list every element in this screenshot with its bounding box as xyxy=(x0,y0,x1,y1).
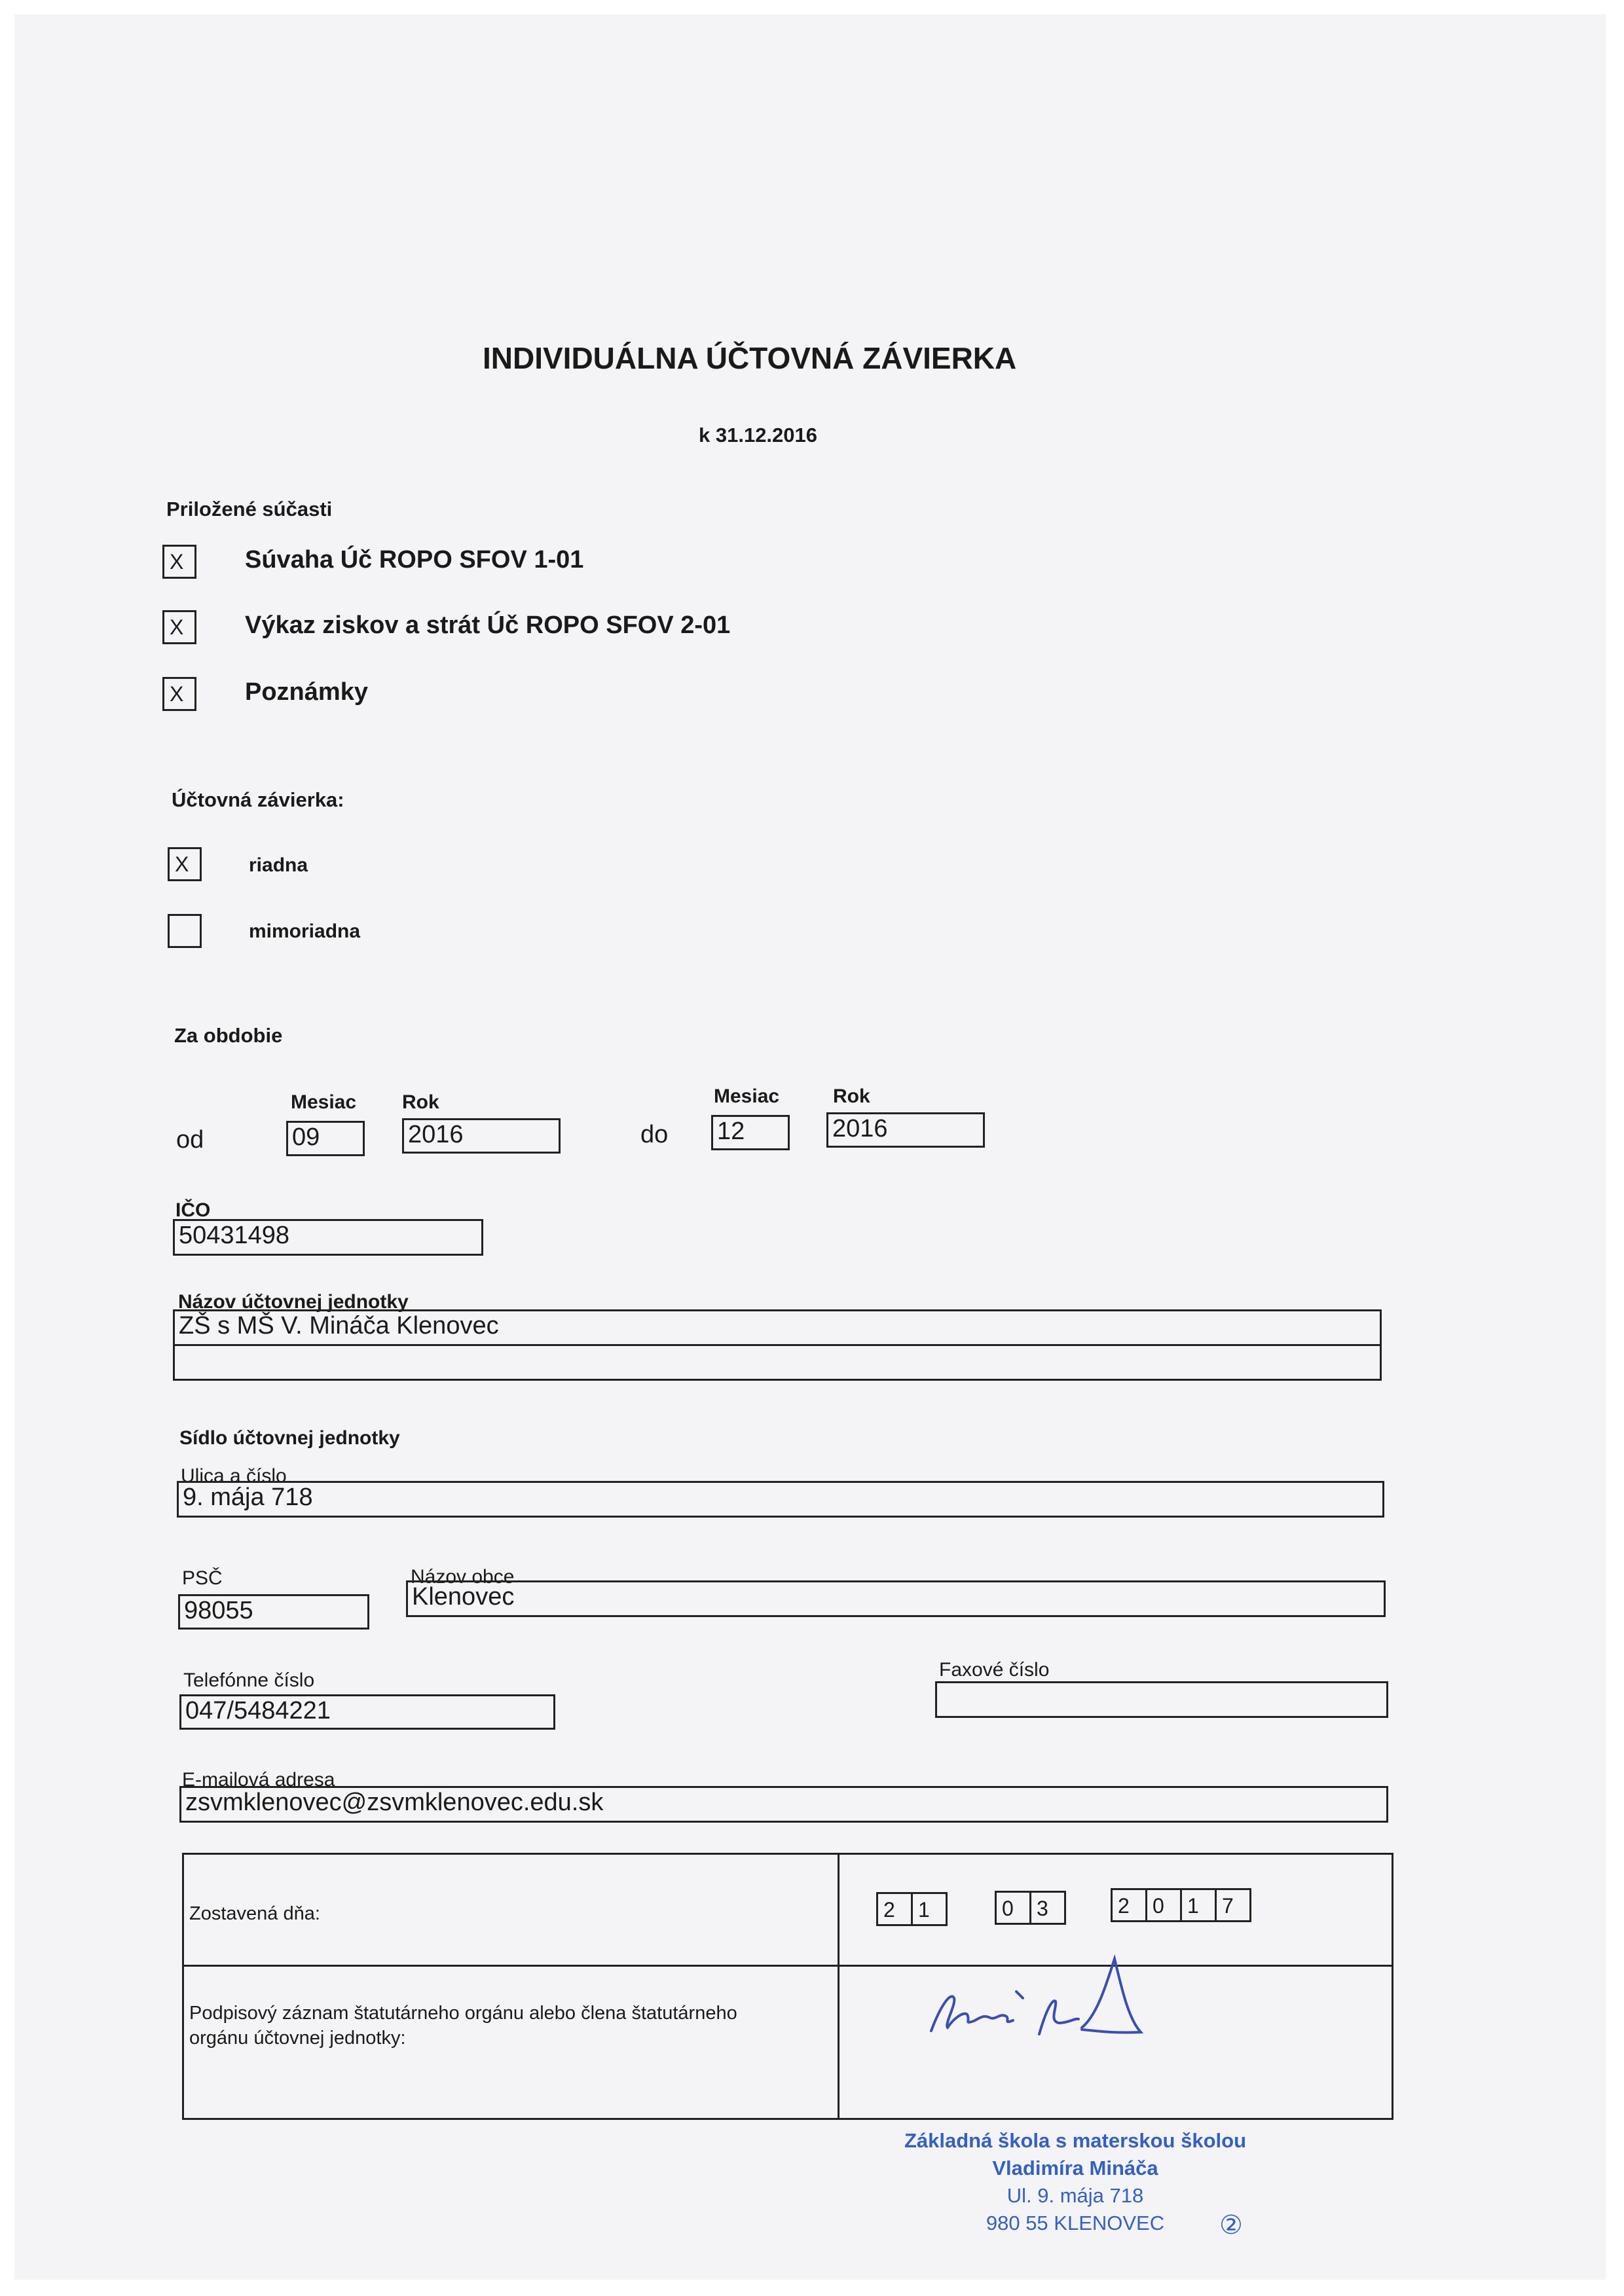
psc-field[interactable]: 98055 xyxy=(178,1594,369,1630)
to-month-field[interactable]: 12 xyxy=(711,1115,790,1150)
phone-field[interactable]: 047/5484221 xyxy=(179,1694,555,1730)
city-field[interactable]: Klenovec xyxy=(406,1580,1386,1617)
compiled-year-digit-3[interactable]: 1 xyxy=(1180,1888,1217,1922)
from-month-label: Mesiac xyxy=(291,1091,357,1113)
signature-label-line1: Podpisový záznam štatutárneho orgánu alebo člena štatutárneho xyxy=(189,2003,737,2024)
psc-label: PSČ xyxy=(182,1567,223,1589)
to-label: do xyxy=(640,1121,669,1148)
compiled-date-label: Zostavená dňa: xyxy=(189,1903,320,1924)
compiled-month-digit-2[interactable]: 3 xyxy=(1029,1891,1066,1925)
closing-type-label-extraordinary: mimoriadna xyxy=(249,920,361,942)
street-field[interactable]: 9. mája 718 xyxy=(177,1481,1384,1518)
email-label: E-mailová adresa xyxy=(182,1769,335,1791)
compiled-year-digit-4[interactable]: 7 xyxy=(1215,1888,1251,1922)
handwritten-signature xyxy=(918,1952,1180,2057)
fax-field[interactable] xyxy=(935,1681,1388,1718)
compiled-month-digit-1[interactable]: 0 xyxy=(995,1891,1031,1925)
period-heading: Za obdobie xyxy=(174,1024,283,1047)
entity-name-line2[interactable] xyxy=(173,1344,1382,1381)
school-stamp xyxy=(872,2129,1278,2235)
to-year-label: Rok xyxy=(833,1085,870,1107)
stamp-number: ② xyxy=(1219,2211,1243,2240)
stamp-line2: Vladimíra Mináča xyxy=(992,2157,1158,2179)
to-month-label: Mesiac xyxy=(714,1085,780,1107)
seat-heading: Sídlo účtovnej jednotky xyxy=(179,1427,400,1449)
closing-type-checkbox-regular[interactable]: X xyxy=(168,847,202,881)
from-year-label: Rok xyxy=(402,1091,439,1113)
attachment-checkbox-balance[interactable]: X xyxy=(162,545,196,579)
closing-type-label-regular: riadna xyxy=(249,854,308,876)
attachments-heading: Priložené súčasti xyxy=(166,498,333,520)
email-field[interactable]: zsvmklenovec@zsvmklenovec.edu.sk xyxy=(179,1786,1388,1823)
closing-type-heading: Účtovná závierka: xyxy=(172,788,344,811)
attachment-checkbox-notes[interactable]: X xyxy=(162,677,196,711)
ico-label: IČO xyxy=(175,1199,211,1221)
attachment-label-balance: Súvaha Úč ROPO SFOV 1-01 xyxy=(245,546,584,574)
ico-field[interactable]: 50431498 xyxy=(173,1219,483,1256)
stamp-line3: Ul. 9. mája 718 xyxy=(1006,2184,1144,2207)
document-title: INDIVIDUÁLNA ÚČTOVNÁ ZÁVIERKA xyxy=(483,341,1017,375)
from-year-field[interactable]: 2016 xyxy=(402,1118,561,1154)
signature-label-line2: orgánu účtovnej jednotky: xyxy=(189,2028,406,2049)
compiled-day-digit-1[interactable]: 2 xyxy=(876,1892,913,1926)
entity-name-line1[interactable]: ZŠ s MŠ V. Mináča Klenovec xyxy=(173,1309,1382,1346)
attachment-label-profit-loss: Výkaz ziskov a strát Úč ROPO SFOV 2-01 xyxy=(245,611,731,639)
closing-type-checkbox-extraordinary[interactable] xyxy=(168,914,202,948)
street-label: Ulica a číslo xyxy=(181,1465,287,1487)
compiled-year-digit-2[interactable]: 0 xyxy=(1145,1888,1182,1922)
fax-label: Faxové číslo xyxy=(939,1659,1050,1681)
phone-label: Telefónne číslo xyxy=(183,1669,315,1691)
attachment-checkbox-profit-loss[interactable]: X xyxy=(162,610,196,644)
compiled-day-digit-2[interactable]: 1 xyxy=(911,1892,948,1926)
stamp-line1: Základná škola s materskou školou xyxy=(904,2129,1247,2152)
from-month-field[interactable]: 09 xyxy=(286,1121,365,1156)
entity-name-label: Názov účtovnej jednotky xyxy=(178,1291,409,1313)
compiled-year-digit-1[interactable]: 2 xyxy=(1111,1888,1147,1922)
table-column-divider xyxy=(838,1855,840,2118)
stamp-line4: 980 55 KLENOVEC xyxy=(986,2212,1165,2234)
document-date: k 31.12.2016 xyxy=(699,424,818,446)
from-label: od xyxy=(176,1126,204,1154)
attachment-label-notes: Poznámky xyxy=(245,678,368,706)
table-row-divider xyxy=(184,1965,1392,1967)
to-year-field[interactable]: 2016 xyxy=(826,1112,985,1148)
document-page xyxy=(14,14,1606,2280)
city-label: Názov obce xyxy=(411,1566,515,1588)
